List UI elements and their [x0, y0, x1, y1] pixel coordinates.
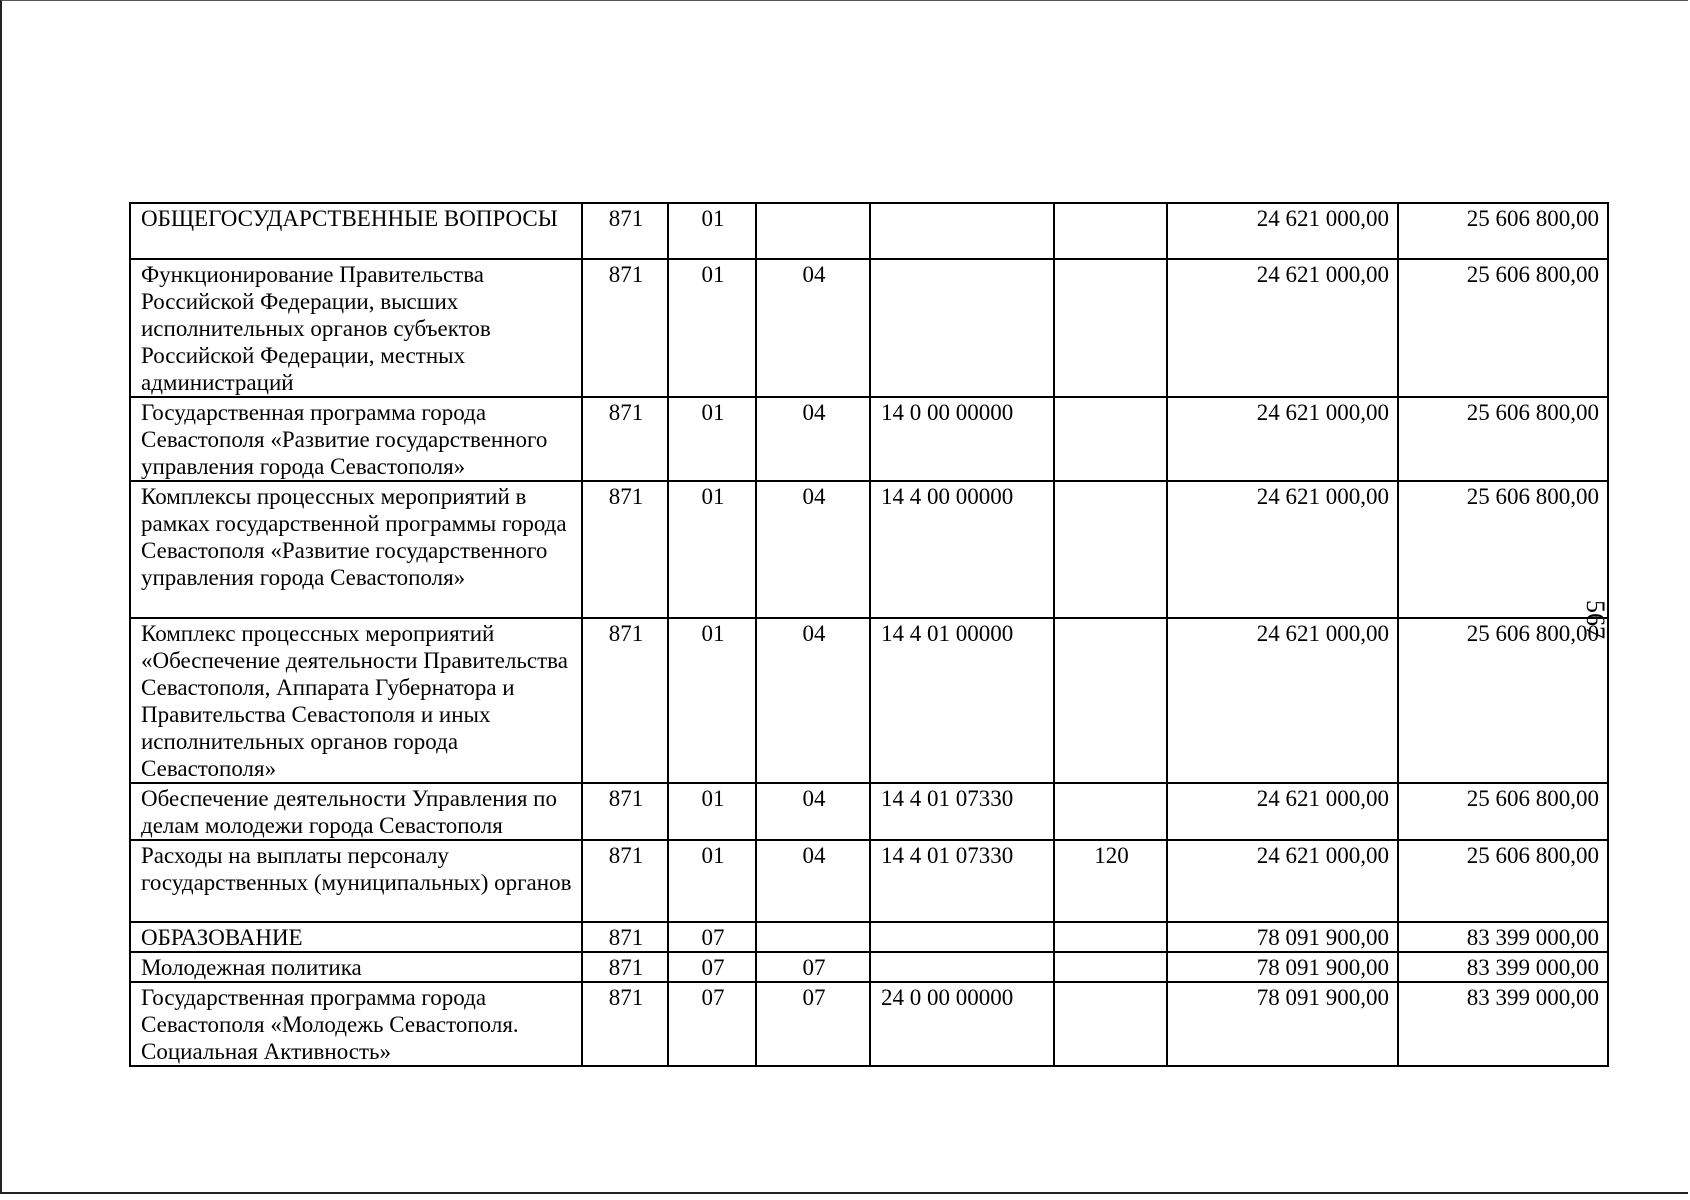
sum-year-1: 24 621 000,00 [1167, 481, 1398, 618]
expense-type-code [1054, 783, 1167, 840]
grbs-code: 871 [582, 922, 668, 952]
grbs-code: 871 [582, 203, 668, 259]
subsection-code: 04 [756, 840, 870, 922]
sum-year-2: 83 399 000,00 [1398, 952, 1608, 982]
section-code: 07 [668, 982, 756, 1066]
row-name: Комплекс процессных мероприятий «Обеспечение деятельности Правительства Севастополя, Аппарата Губернатора и Правительства Севастополя и иных исполнительных органов города Севастополя» [130, 618, 582, 783]
section-code: 01 [668, 259, 756, 397]
row-name: Обеспечение деятельности Управления по делам молодежи города Севастополя [130, 783, 582, 840]
section-code: 07 [668, 952, 756, 982]
table-row [130, 783, 1608, 840]
sum-year-1: 24 621 000,00 [1167, 618, 1398, 783]
sum-year-2: 25 606 800,00 [1398, 203, 1608, 259]
expense-type-code [1054, 952, 1167, 982]
sum-year-2: 25 606 800,00 [1398, 481, 1608, 618]
sum-year-1: 24 621 000,00 [1167, 259, 1398, 397]
expense-type-code: 120 [1054, 840, 1167, 922]
sum-year-1: 78 091 900,00 [1167, 982, 1398, 1066]
grbs-code: 871 [582, 481, 668, 618]
section-code: 01 [668, 397, 756, 481]
subsection-code: 04 [756, 259, 870, 397]
section-code: 01 [668, 783, 756, 840]
section-code: 01 [668, 203, 756, 259]
grbs-code: 871 [582, 397, 668, 481]
table-row [130, 259, 1608, 397]
table-row [130, 952, 1608, 982]
section-code: 07 [668, 922, 756, 952]
subsection-code: 04 [756, 618, 870, 783]
sum-year-2: 83 399 000,00 [1398, 982, 1608, 1066]
target-article-code [870, 922, 1054, 952]
sum-year-2: 25 606 800,00 [1398, 618, 1608, 783]
grbs-code: 871 [582, 840, 668, 922]
subsection-code: 07 [756, 952, 870, 982]
subsection-code: 04 [756, 397, 870, 481]
table-row [130, 397, 1608, 481]
grbs-code: 871 [582, 982, 668, 1066]
target-article-code: 14 0 00 00000 [870, 397, 1054, 481]
grbs-code: 871 [582, 952, 668, 982]
sum-year-1: 24 621 000,00 [1167, 783, 1398, 840]
target-article-code: 24 0 00 00000 [870, 982, 1054, 1066]
sum-year-1: 78 091 900,00 [1167, 922, 1398, 952]
row-name: Государственная программа города Севастополя «Молодежь Севастополя. Социальная Активность» [130, 982, 582, 1066]
target-article-code: 14 4 01 07330 [870, 840, 1054, 922]
subsection-code: 07 [756, 982, 870, 1066]
sum-year-1: 24 621 000,00 [1167, 397, 1398, 481]
sum-year-2: 25 606 800,00 [1398, 259, 1608, 397]
budget-table [129, 202, 1609, 1067]
subsection-code: 04 [756, 481, 870, 618]
sum-year-1: 24 621 000,00 [1167, 840, 1398, 922]
sum-year-2: 83 399 000,00 [1398, 922, 1608, 952]
table-row [130, 840, 1608, 922]
sum-year-1: 24 621 000,00 [1167, 203, 1398, 259]
row-name: Молодежная политика [130, 952, 582, 982]
table-row [130, 481, 1608, 618]
row-name: Комплексы процессных мероприятий в рамках государственной программы города Севастополя «Развитие государственного управления города Севастополя» [130, 481, 582, 618]
target-article-code [870, 259, 1054, 397]
table-row [130, 618, 1608, 783]
table-row [130, 203, 1608, 259]
expense-type-code [1054, 397, 1167, 481]
row-name: Государственная программа города Севастополя «Развитие государственного управления города Севастополя» [130, 397, 582, 481]
sum-year-2: 25 606 800,00 [1398, 783, 1608, 840]
subsection-code [756, 203, 870, 259]
row-name: ОБЩЕГОСУДАРСТВЕННЫЕ ВОПРОСЫ [130, 203, 582, 259]
grbs-code: 871 [582, 783, 668, 840]
row-name: Функционирование Правительства Российской Федерации, высших исполнительных органов субъектов Российской Федерации, местных администраций [130, 259, 582, 397]
section-code: 01 [668, 481, 756, 618]
target-article-code: 14 4 01 00000 [870, 618, 1054, 783]
sum-year-2: 25 606 800,00 [1398, 840, 1608, 922]
grbs-code: 871 [582, 618, 668, 783]
expense-type-code [1054, 203, 1167, 259]
target-article-code [870, 203, 1054, 259]
expense-type-code [1054, 481, 1167, 618]
target-article-code [870, 952, 1054, 982]
row-name: ОБРАЗОВАНИЕ [130, 922, 582, 952]
expense-type-code [1054, 922, 1167, 952]
sum-year-2: 25 606 800,00 [1398, 397, 1608, 481]
expense-type-code [1054, 982, 1167, 1066]
section-code: 01 [668, 618, 756, 783]
target-article-code: 14 4 01 07330 [870, 783, 1054, 840]
page-number: 567 [1581, 600, 1610, 639]
expense-type-code [1054, 618, 1167, 783]
sum-year-1: 78 091 900,00 [1167, 952, 1398, 982]
section-code: 01 [668, 840, 756, 922]
table-row [130, 922, 1608, 952]
table-row [130, 982, 1608, 1066]
subsection-code [756, 922, 870, 952]
subsection-code: 04 [756, 783, 870, 840]
target-article-code: 14 4 00 00000 [870, 481, 1054, 618]
row-name: Расходы на выплаты персоналу государственных (муниципальных) органов [130, 840, 582, 922]
grbs-code: 871 [582, 259, 668, 397]
expense-type-code [1054, 259, 1167, 397]
